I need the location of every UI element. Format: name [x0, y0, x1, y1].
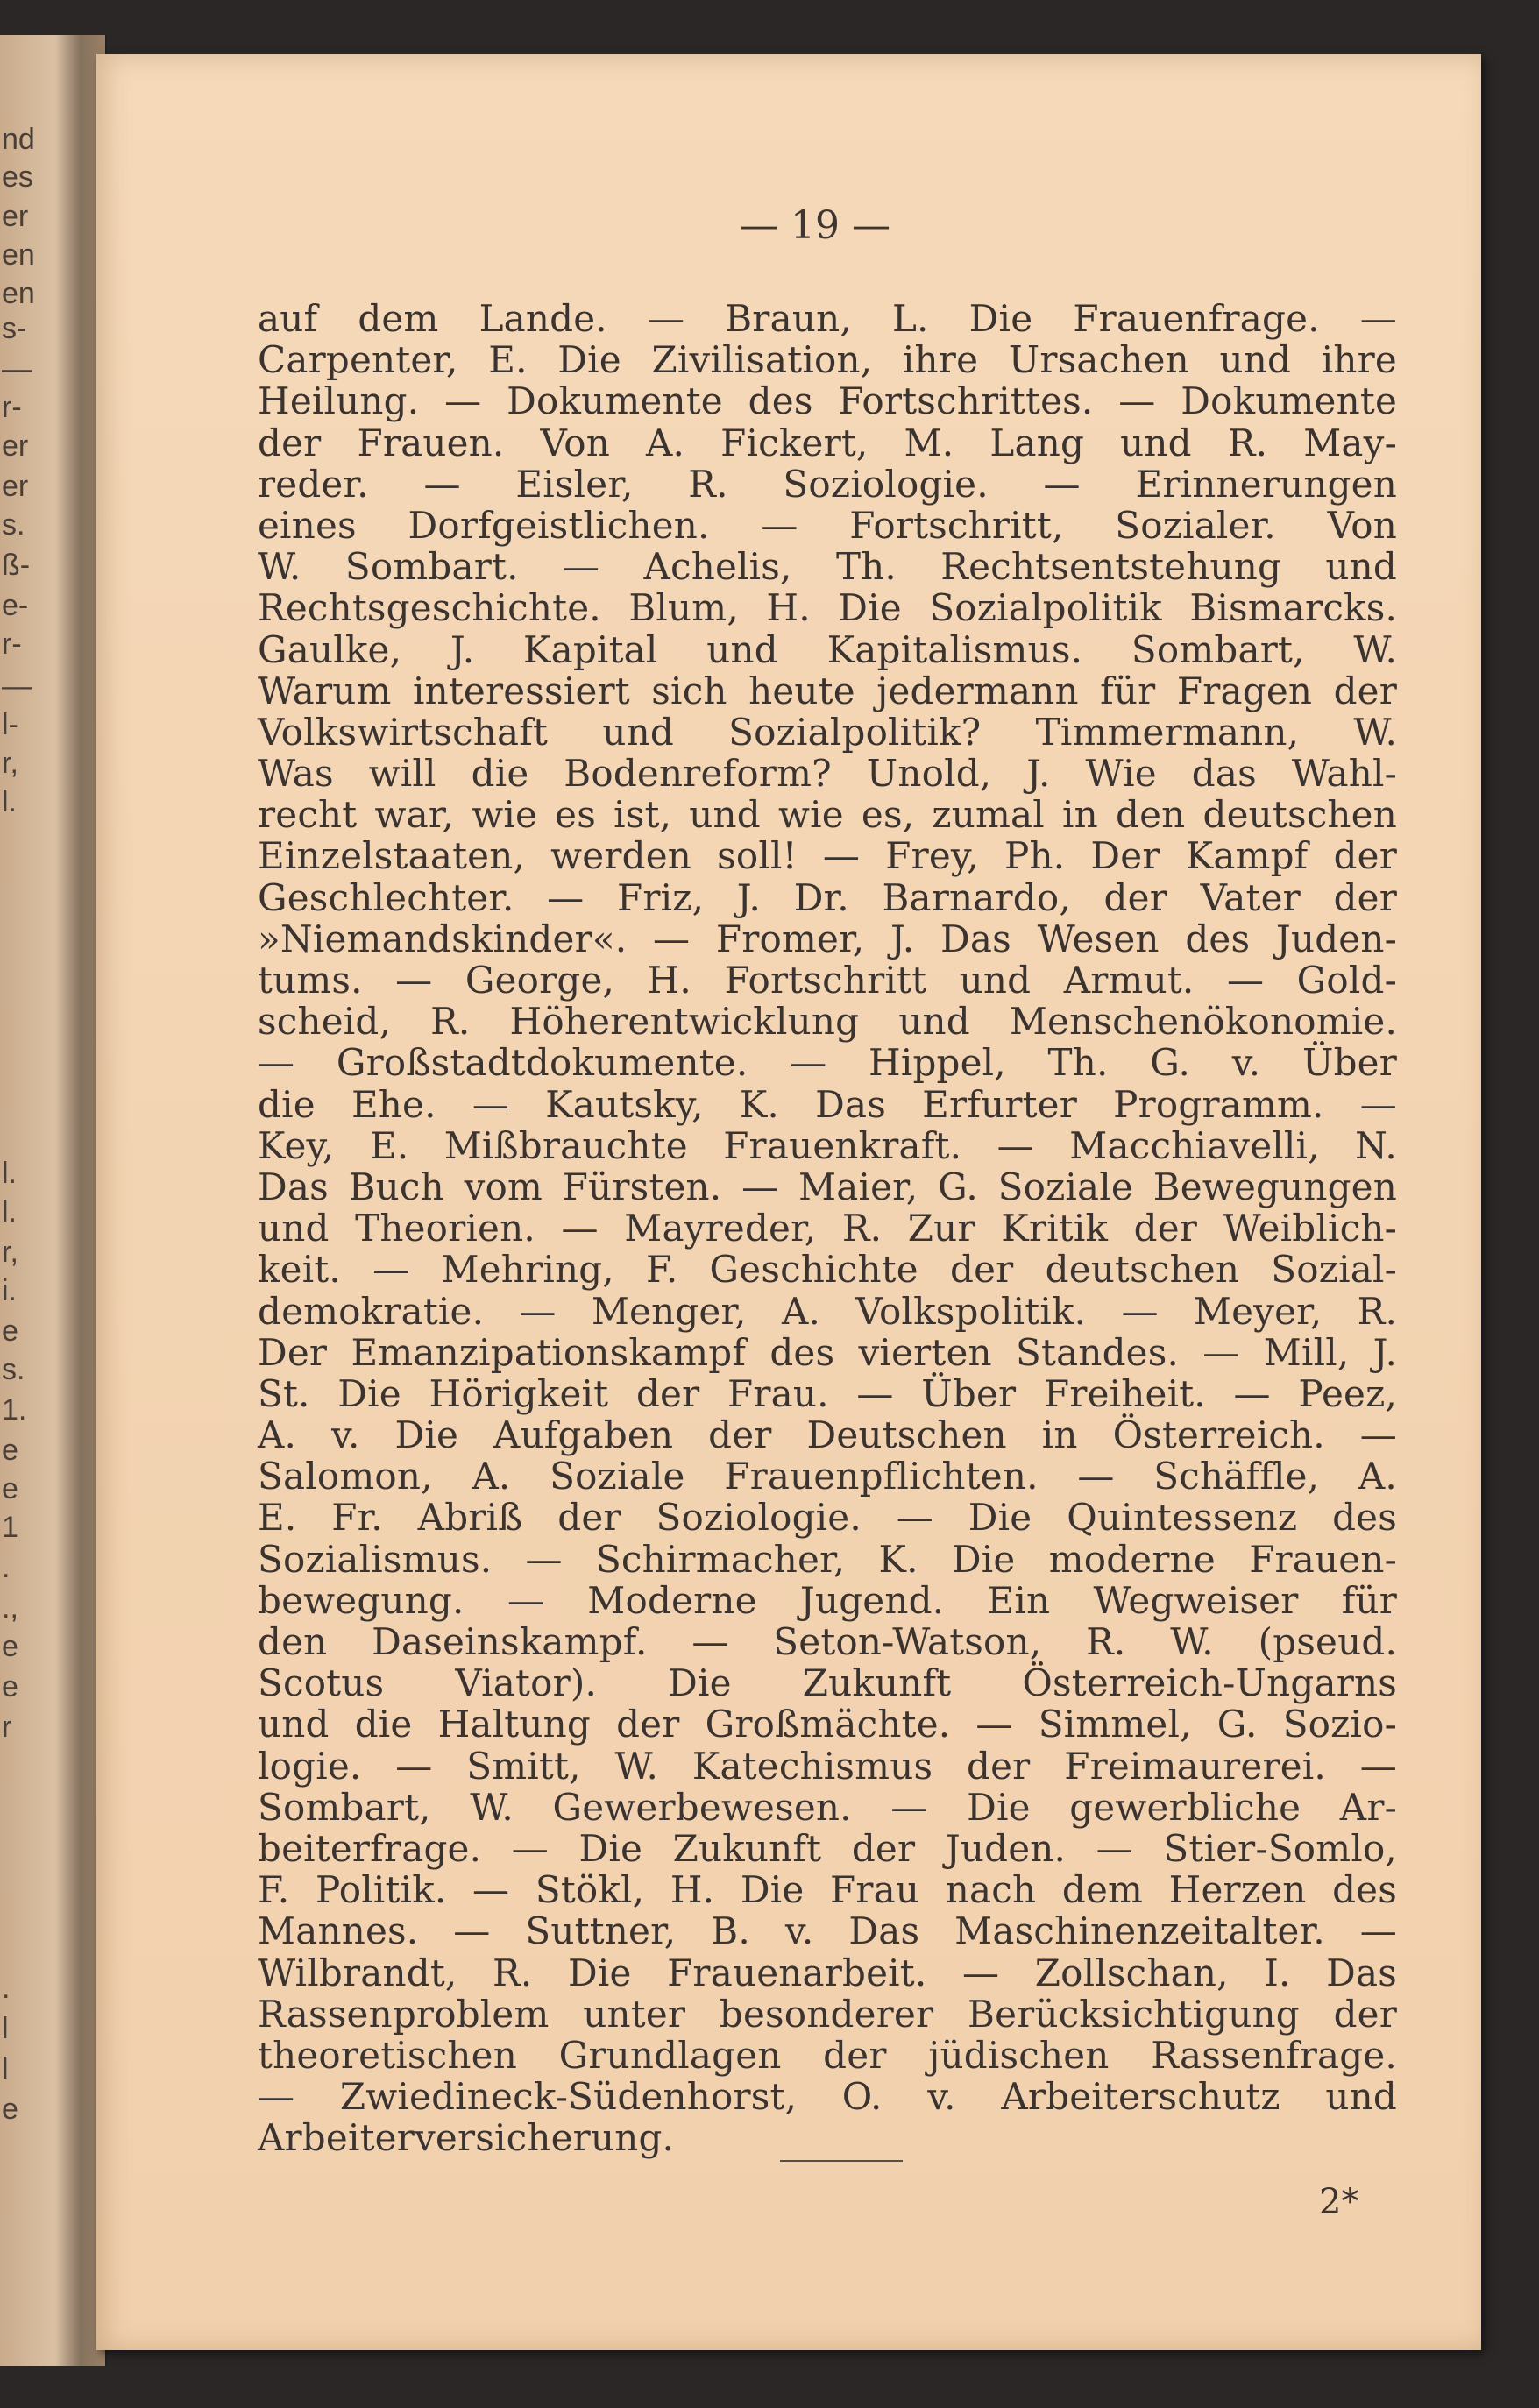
edge-text-fragment: i. — [2, 1274, 17, 1307]
text-line: scheid, R. Höherentwicklung und Menschenökonomie. — [258, 1000, 1397, 1044]
edge-text-fragment: . — [2, 1551, 11, 1584]
text-line: reder. — Eisler, R. Soziologie. — Erinnerungen — [258, 462, 1397, 506]
edge-text-fragment: r- — [2, 391, 22, 424]
edge-text-fragment: ., — [2, 1591, 18, 1625]
text-line: — Großstadtdokumente. — Hippel, Th. G. v. Über — [258, 1041, 1397, 1085]
edge-text-fragment: e — [2, 1472, 18, 1505]
text-line: St. Die Hörigkeit der Frau. — Über Freiheit. — Peez, — [258, 1371, 1397, 1415]
edge-text-fragment: e — [2, 1670, 18, 1703]
text-line: theoretischen Grundlagen der jüdischen Rassenfrage. — [258, 2033, 1397, 2077]
text-line: Sozialismus. — Schirmacher, K. Die moderne Frauen- — [258, 1537, 1397, 1581]
text-line: Geschlechter. — Friz, J. Dr. Barnardo, der Vater der — [258, 875, 1397, 919]
edge-text-fragment: . — [2, 1972, 11, 2005]
text-line: Warum interessiert sich heute jedermann für Fragen der — [258, 669, 1397, 712]
edge-text-fragment: en — [2, 277, 35, 310]
text-line: die Ehe. — Kautsky, K. Das Erfurter Programm. — — [258, 1082, 1397, 1126]
edge-text-fragment: es — [2, 160, 33, 194]
edge-text-fragment: e — [2, 1314, 18, 1348]
edge-text-fragment: er — [2, 200, 29, 233]
text-line: bewegung. — Moderne Jugend. Ein Wegweiser für — [258, 1578, 1397, 1622]
edge-text-fragment: s. — [2, 508, 25, 542]
page-number: — 19 — — [740, 203, 890, 248]
text-line: eines Dorfgeistlichen. — Fortschritt, Sozialer. Von — [258, 503, 1397, 547]
edge-text-fragment: 1 — [2, 1511, 18, 1544]
text-line: Das Buch vom Fürsten. — Maier, G. Soziale Bewegungen — [258, 1165, 1397, 1208]
edge-text-fragment: r — [2, 1710, 12, 1744]
edge-text-fragment: ß- — [2, 549, 31, 582]
edge-text-fragment: s- — [2, 312, 27, 345]
text-line: W. Sombart. — Achelis, Th. Rechtsentstehung und — [258, 545, 1397, 589]
edge-text-fragment: 1. — [2, 1393, 27, 1427]
edge-text-fragment: — — [2, 669, 32, 703]
text-line: »Niemandskinder«. — Fromer, J. Das Wesen des Juden- — [258, 917, 1397, 960]
text-line: Salomon, A. Soziale Frauenpflichten. — Schäffle, A. — [258, 1455, 1397, 1498]
edge-text-fragment: l- — [2, 708, 18, 741]
text-line: F. Politik. — Stökl, H. Die Frau nach dem Herzen des — [258, 1868, 1397, 1912]
text-line: Gaulke, J. Kapital und Kapitalismus. Sombart, W. — [258, 627, 1397, 671]
edge-text-fragment: nd — [2, 123, 35, 156]
text-line: Mannes. — Suttner, B. v. Das Maschinenzeitalter. — — [258, 1909, 1397, 1953]
text-line: Sombart, W. Gewerbewesen. — Die gewerbliche Ar- — [258, 1785, 1397, 1829]
text-line: Rechtsgeschichte. Blum, H. Die Sozialpolitik Bismarcks. — [258, 586, 1397, 630]
text-line: der Frauen. Von A. Fickert, M. Lang und R. May- — [258, 421, 1397, 464]
text-line: tums. — George, H. Fortschritt und Armut. — Gold- — [258, 959, 1397, 1002]
text-line: Was will die Bodenreform? Unold, J. Wie das Wahl- — [258, 752, 1397, 796]
edge-text-fragment: er — [2, 470, 29, 503]
text-line: Einzelstaaten, werden soll! — Frey, Ph. Der Kampf der — [258, 834, 1397, 878]
text-line: E. Fr. Abriß der Soziologie. — Die Quintessenz des — [258, 1496, 1397, 1540]
text-line: recht war, wie es ist, und wie es, zumal in den deutschen — [258, 793, 1397, 837]
body-text — [258, 298, 1397, 2158]
edge-text-fragment: l — [2, 2012, 9, 2045]
text-line: Scotus Viator). Die Zukunft Österreich-Ungarns — [258, 1661, 1397, 1705]
text-line: Der Emanzipationskampf des vierten Standes. — Mill, J. — [258, 1330, 1397, 1374]
text-line: — Zwiedineck-Südenhorst, O. v. Arbeiterschutz und — [258, 2075, 1397, 2119]
signature-mark: 2* — [1319, 2182, 1359, 2222]
text-line: Volkswirtschaft und Sozialpolitik? Timmermann, W. — [258, 710, 1397, 754]
edge-text-fragment: r, — [2, 1236, 18, 1269]
text-line: demokratie. — Menger, A. Volkspolitik. — Meyer, R. — [258, 1289, 1397, 1333]
edge-text-fragment: e — [2, 1630, 18, 1663]
edge-text-fragment: l — [2, 2052, 9, 2086]
edge-text-fragment: — — [2, 352, 32, 386]
text-line: und Theorien. — Mayreder, R. Zur Kritik der Weiblich- — [258, 1207, 1397, 1250]
edge-text-fragment: r- — [2, 627, 22, 661]
text-line: Arbeiterversicherung. — [258, 2116, 675, 2160]
text-line: logie. — Smitt, W. Katechismus der Freimaurerei. — — [258, 1744, 1397, 1788]
text-line: den Daseinskampf. — Seton-Watson, R. W. (pseud. — [258, 1620, 1397, 1663]
edge-text-fragment: l. — [2, 785, 17, 818]
text-line: A. v. Die Aufgaben der Deutschen in Österreich. — — [258, 1413, 1397, 1457]
text-line: Key, E. Mißbrauchte Frauenkraft. — Macchiavelli, N. — [258, 1123, 1397, 1167]
text-line: Carpenter, E. Die Zivilisation, ihre Ursachen und ihre — [258, 338, 1397, 382]
edge-text-fragment: er — [2, 429, 29, 463]
edge-text-fragment: r, — [2, 747, 18, 780]
text-line: Rassenproblem unter besonderer Berücksichtigung der — [258, 1992, 1397, 2036]
text-line: und die Haltung der Großmächte. — Simmel, G. Sozio- — [258, 1703, 1397, 1746]
book-page — [96, 54, 1481, 2350]
text-line: Wilbrandt, R. Die Frauenarbeit. — Zollschan, I. Das — [258, 1951, 1397, 1994]
text-line: keit. — Mehring, F. Geschichte der deutschen Sozial- — [258, 1248, 1397, 1292]
separator-rule — [780, 2160, 903, 2162]
text-line: auf dem Lande. — Braun, L. Die Frauenfrage. — — [258, 297, 1397, 340]
edge-text-fragment: e — [2, 1434, 18, 1467]
text-line: Heilung. — Dokumente des Fortschrittes. — Dokumente — [258, 379, 1397, 423]
edge-text-fragment: s. — [2, 1353, 25, 1386]
edge-text-fragment: l. — [2, 1157, 17, 1190]
edge-text-fragment: e — [2, 2093, 18, 2126]
text-line: beiterfrage. — Die Zukunft der Juden. — Stier-Somlo, — [258, 1826, 1397, 1870]
edge-text-fragment: en — [2, 238, 35, 272]
edge-text-fragment: e- — [2, 589, 29, 622]
edge-text-fragment: l. — [2, 1195, 17, 1229]
